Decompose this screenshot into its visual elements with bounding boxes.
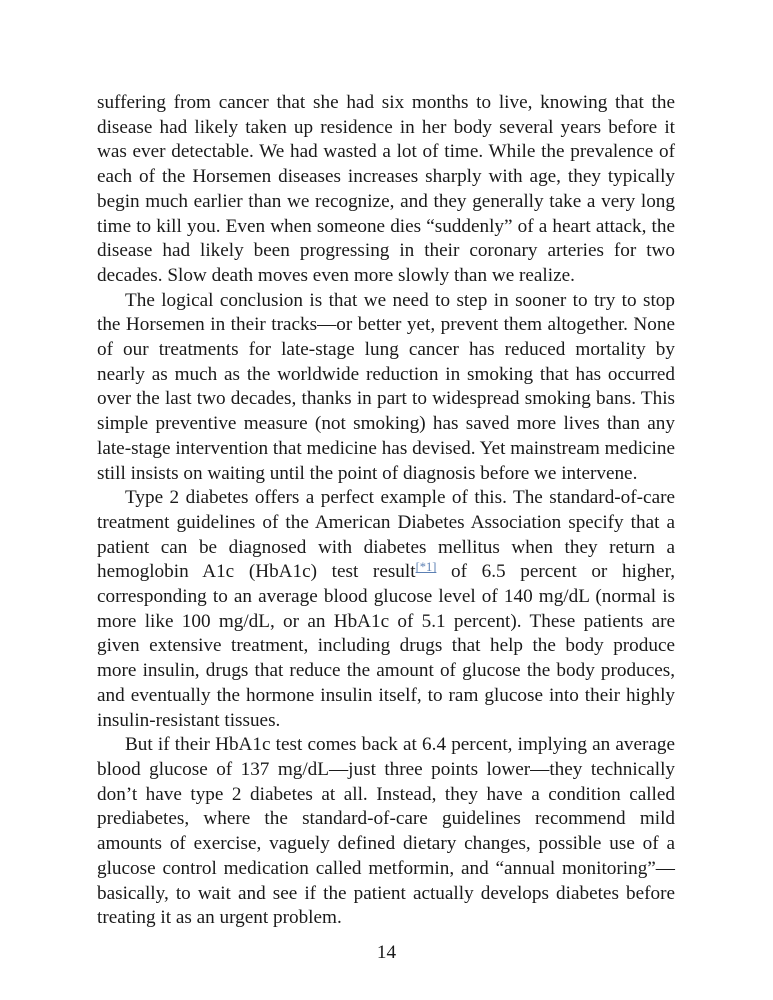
paragraph-2: The logical conclusion is that we need to step in sooner to try to stop the Horsemen in their tracks—or better yet, prevent them altogether. None of our treatments for late-stage lung cancer has reduced mortality by nearly as much as the worldwide reduction in smoking that has occurred over the last two decades, thanks in part to widespread smoking bans. This simple preventive measure (not smoking) has saved more lives than any late-stage intervention that medicine has devised. Yet mainstream medicine still insists on waiting until the point of diagnosis before we intervene. xyxy=(97,289,675,484)
footnote-link[interactable]: [*1] xyxy=(415,560,437,575)
page-body xyxy=(97,91,675,931)
paragraph-1: suffering from cancer that she had six months to live, knowing that the disease had likely taken up residence in her body several years before it was ever detectable. We had wasted a lot of time. While the prevalence of each of the Horsemen diseases increases sharply with age, they typically begin much earlier than we recognize, and they generally take a very long time to kill you. Even when someone dies “suddenly” of a heart attack, the disease had likely been progressing in their coronary arteries for two decades. Slow death moves even more slowly than we realize. xyxy=(97,92,675,286)
paragraph-3-text-before: Type 2 diabetes offers a perfect example of this. The standard-of-care treatment guidelines of the American Diabetes Association specify that a patient can be diagnosed with diabetes mellitus when they return a hemoglobin A1c (HbA1c) test result xyxy=(97,487,675,583)
paragraph-3-text-after: of 6.5 percent or higher, corresponding to an average blood glucose level of 140 mg/dL (normal is more like 100 mg/dL, or an HbA1c of 5.1 percent). These patients are given extensive treatment, including drugs that help the body produce more insulin, drugs that reduce the amount of glucose the body produces, and eventually the hormone insulin itself, to ram glucose into their highly insulin-resistant tissues. xyxy=(97,561,675,731)
paragraph-4: But if their HbA1c test comes back at 6.4 percent, implying an average blood glucose of 137 mg/dL—just three points lower—they technically don’t have type 2 diabetes at all. Instead, they have a condition called prediabetes, where the standard-of-care guidelines recommend mild amounts of exercise, vaguely defined dietary changes, possible use of a glucose control medication called metformin, and “annual monitoring”—basically, to wait and see if the patient actually develops diabetes before treating it as an urgent problem. xyxy=(97,734,675,929)
paragraph-3 xyxy=(97,486,675,733)
page-number: 14 xyxy=(376,942,397,963)
